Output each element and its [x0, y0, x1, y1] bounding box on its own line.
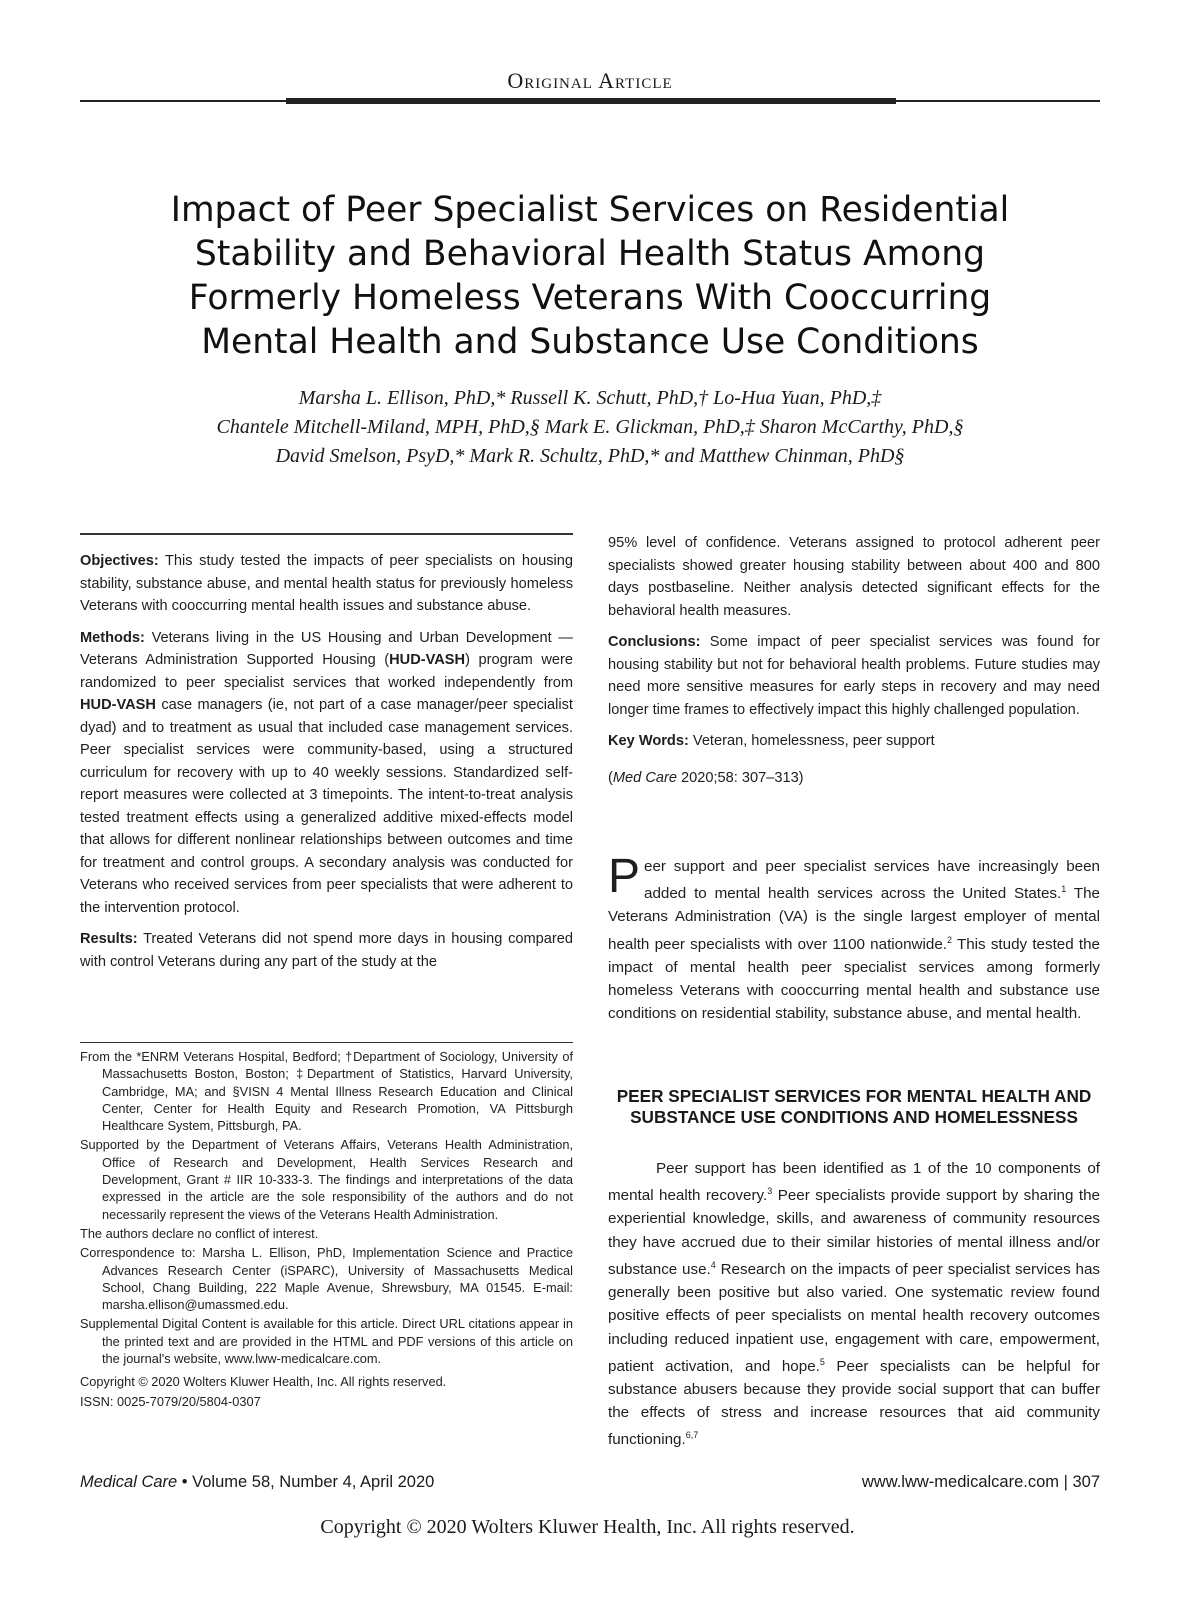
- article-title: [80, 188, 1100, 364]
- methods-text: ) program were randomized to peer specialist services that worked independently from: [80, 652, 573, 691]
- keywords-label: Key Words:: [608, 733, 689, 749]
- citation-open: (: [608, 769, 613, 786]
- abstract-left-column: [80, 550, 573, 982]
- running-footer-right: www.lww-medicalcare.com | 307: [861, 1473, 1100, 1491]
- section-text: Research on the impacts of peer specialist services has generally been positive but also varied. One systematic review found positive effects of peer specialists on mental health recovery outcomes including reduced inpatient use, engagement with care, empowerment, patient activation, and hope.: [608, 1260, 1100, 1375]
- objectives-text: This study tested the impacts of peer specialists on housing stability, substance abuse, and mental health status for previously homeless Veterans with cooccurring mental health issues and substance abuse.: [80, 553, 573, 614]
- intro-paragraph: [608, 850, 1100, 1026]
- ref-superscript: 6,7: [685, 1430, 699, 1441]
- footnote: Supported by the Department of Veterans Affairs, Veterans Health Administration, Office of Research and Development, Health Services Research and Development, Grant # IIR 10-333-3. The findings and interpretations of the data expressed in the article are the sole responsibility of the authors and do not necessarily represent the views of the Veterans Health Administration.: [80, 1137, 573, 1222]
- abstract-methods: [80, 627, 573, 920]
- running-footer-left: [80, 1473, 434, 1492]
- footnote-rule: [80, 1042, 573, 1043]
- title-line: Formerly Homeless Veterans With Cooccurring: [188, 278, 992, 318]
- abstract-objectives: [80, 550, 573, 618]
- title-line: Impact of Peer Specialist Services on Residential: [170, 190, 1010, 230]
- intro-text: eer support and peer specialist services have increasingly been added to mental health services across the United States.: [644, 858, 1100, 903]
- author-list: [80, 384, 1100, 471]
- results-text: Treated Veterans did not spend more days in housing compared with control Veterans during any part of the study at the: [80, 931, 574, 970]
- footnote: From the *ENRM Veterans Hospital, Bedford; †Department of Sociology, University of Massachusetts Boston, Boston; ‡Department of Statistics, Harvard University, Cambridge, MA; and §VISN 4 Mental Illness Research Education and Clinical Center, Center for Health Equity and Research Promotion, VA Pittsburgh Healthcare System, Pittsburgh, PA.: [80, 1049, 573, 1134]
- results-continued: 95% level of confidence. Veterans assigned to protocol adherent peer specialists showed greater housing stability between about 400 and 800 days postbaseline. Neither analysis detected significant effects for the behavioral health measures.: [608, 535, 1100, 619]
- section-body: [608, 1157, 1100, 1452]
- ref-superscript: 2: [947, 934, 953, 945]
- results-label: Results:: [80, 931, 138, 947]
- footnote: The authors declare no conflict of interest.: [80, 1225, 319, 1241]
- title-line: Stability and Behavioral Health Status Among: [194, 234, 986, 274]
- abstract-results: [80, 928, 573, 973]
- section-label: Original Article: [507, 68, 673, 93]
- footnote: ISSN: 0025-7079/20/5804-0307: [80, 1393, 261, 1409]
- footnote: Supplemental Digital Content is available for this article. Direct URL citations appear in the printed text and are provided in the HTML and PDF versions of this article on the journal's website, www.lww-medicalcare.com.: [80, 1316, 573, 1367]
- section-text: Peer specialists can be helpful for substance abusers because they provide social support that can buffer the effects of stress and increase resources that aid community functioning.: [608, 1357, 1100, 1449]
- issue-info: • Volume 58, Number 4, April 2020: [177, 1473, 435, 1491]
- keywords-text: Veteran, homelessness, peer support: [692, 733, 935, 749]
- drop-cap: P: [608, 850, 641, 903]
- journal-name: Medical Care: [80, 1473, 178, 1491]
- abstract-keywords: [608, 730, 1100, 753]
- section-heading: PEER SPECIALIST SERVICES FOR MENTAL HEALTH AND SUBSTANCE USE CONDITIONS AND HOMELESSNESS: [616, 1086, 1092, 1127]
- abstract-rule: [80, 533, 573, 535]
- footnote: Correspondence to: Marsha L. Ellison, PhD, Implementation Science and Practice Advances Research Center (iSPARC), University of Massachusetts Medical School, Chang Building, 222 Maple Avenue, Shrewsbury, MA 01545. E-mail: marsha.ellison@umassmed.edu.: [80, 1245, 573, 1313]
- conclusions-text: Some impact of peer specialist services was found for housing stability but not for behavioral health problems. Future studies may need more sensitive measures for early steps in recovery and may need longer time frames to effectively impact this highly challenged population.: [608, 634, 1100, 718]
- methods-text: case managers (ie, not part of a case manager/peer specialist dyad) and to treatment as usual that included case management services. Peer specialist services were community-based, using a structured curriculum for recovery with up to 40 weekly sessions. Standardized self-report measures were collected at 3 timepoints. The intent-to-treat analysis tested treatment effects using a generalized additive mixed-effects model that allows for different nonlinear relationships between outcomes and time for treatment and control groups. A secondary analysis was conducted for Veterans who received services from peer specialists that were adherent to the intervention protocol.: [80, 697, 573, 916]
- methods-text: Veterans living in the US Housing and Urban Development —Veterans Administration Supported Housing (: [80, 629, 573, 668]
- ref-superscript: 5: [819, 1356, 825, 1367]
- abstract-citation: [608, 767, 1100, 790]
- abstract-conclusions: [608, 631, 1100, 721]
- conclusions-label: Conclusions:: [608, 634, 701, 650]
- abstract-right-column: [608, 532, 1100, 798]
- header-rule-thick: [286, 98, 896, 104]
- ref-superscript: 4: [710, 1259, 716, 1270]
- footnote: Copyright © 2020 Wolters Kluwer Health, Inc. All rights reserved.: [80, 1374, 447, 1390]
- ref-superscript: 3: [767, 1186, 773, 1197]
- section-text: Peer support has been identified as 1 of the 10 components of mental health recovery.: [608, 1160, 1100, 1205]
- author-line: Marsha L. Ellison, PhD,* Russell K. Schutt, PhD,† Lo-Hua Yuan, PhD,‡: [298, 387, 882, 409]
- title-line: Mental Health and Substance Use Conditions: [201, 322, 979, 362]
- copyright-banner: Copyright © 2020 Wolters Kluwer Health, Inc. All rights reserved.: [320, 1516, 855, 1538]
- citation-details: 2020;58: 307–313): [676, 769, 804, 786]
- methods-label: Methods:: [80, 629, 145, 646]
- methods-acronym: HUD-VASH: [80, 697, 156, 713]
- citation-journal: Med Care: [612, 769, 677, 786]
- methods-acronym: HUD-VASH: [389, 652, 466, 668]
- section-text: Peer specialists provide support by sharing the experiential knowledge, skills, and awareness of community resources they have accrued due to their similar histories of mental illness and/or substance use.: [608, 1187, 1101, 1278]
- footnotes: [80, 1048, 573, 1412]
- intro-text: This study tested the impact of mental health peer specialist services among formerly homeless Veterans with cooccurring mental health and substance use conditions on residential stability, substance abuse, and mental health.: [608, 935, 1100, 1023]
- objectives-label: Objectives:: [80, 553, 159, 569]
- intro-text: The Veterans Administration (VA) is the single largest employer of mental health peer specialists with over 1100 nationwide.: [608, 885, 1100, 953]
- author-line: Chantele Mitchell-Miland, MPH, PhD,§ Mark E. Glickman, PhD,‡ Sharon McCarthy, PhD,§: [216, 416, 964, 438]
- author-line: David Smelson, PsyD,* Mark R. Schultz, PhD,* and Matthew Chinman, PhD§: [275, 445, 905, 467]
- ref-superscript: 1: [1061, 884, 1067, 895]
